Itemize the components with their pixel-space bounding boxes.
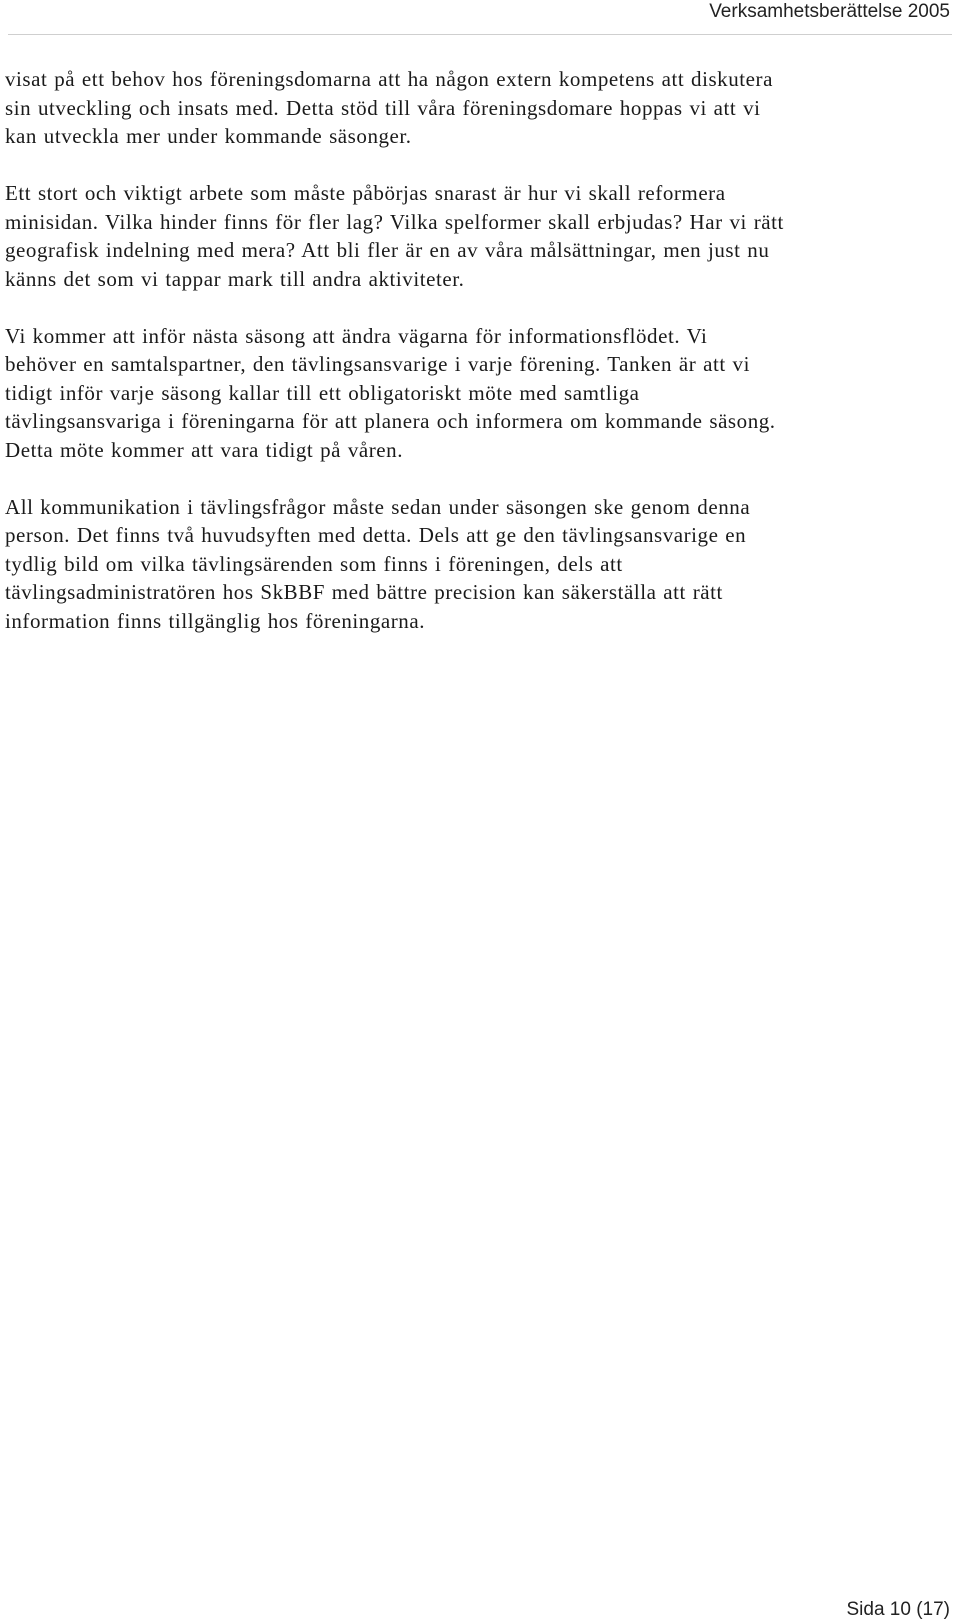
paragraph-line: Detta möte kommer att vara tidigt på våren.: [5, 437, 404, 462]
paragraph-line: visat på ett behov hos föreningsdomarna att ha någon extern kompetens att diskutera: [5, 67, 773, 91]
paragraph-line: minisidan. Vilka hinder finns för fler lag? Vilka spelformer skall erbjudas? Har vi rätt: [5, 209, 784, 234]
document-body: [5, 65, 955, 664]
paragraph-1: [5, 65, 955, 151]
paragraph-line: behöver en samtalspartner, den tävlingsansvarige i varje förening. Tanken är att vi: [5, 352, 750, 376]
document-header-title: Verksamhetsberättelse 2005: [709, 1, 950, 22]
page-number: Sida 10 (17): [846, 1599, 950, 1620]
paragraph-line: tävlingsadministratören hos SkBBF med bättre precision kan säkerställa att rätt: [5, 580, 723, 604]
paragraph-line: Ett stort och viktigt arbete som måste påbörjas snarast är hur vi skall reformera: [5, 181, 726, 205]
paragraph-line: information finns tillgänglig hos föreningarna.: [5, 608, 426, 633]
paragraph-line: Vi kommer att inför nästa säsong att ändra vägarna för informationsflödet. Vi: [5, 323, 708, 348]
paragraph-line: geografisk indelning med mera? Att bli fler är en av våra målsättningar, men just nu: [5, 238, 770, 262]
paragraph-4: [5, 493, 955, 636]
paragraph-line: tydlig bild om vilka tävlingsärenden som finns i föreningen, dels att: [5, 551, 623, 576]
header-divider: [8, 34, 952, 35]
paragraph-line: tidigt inför varje säsong kallar till ett obligatoriskt möte med samtliga: [5, 380, 640, 405]
paragraph-line: kan utveckla mer under kommande säsonger.: [5, 124, 412, 148]
paragraph-line: All kommunikation i tävlingsfrågor måste sedan under säsongen ske genom denna: [5, 494, 751, 519]
paragraph-line: sin utveckling och insats med. Detta stöd till våra föreningsdomare hoppas vi att vi: [5, 95, 761, 120]
paragraph-line: tävlingsansvariga i föreningarna för att planera och informera om kommande säsong.: [5, 409, 776, 433]
paragraph-line: person. Det finns två huvudsyften med detta. Dels att ge den tävlingsansvarige en: [5, 523, 747, 547]
paragraph-line: känns det som vi tappar mark till andra aktiviteter.: [5, 266, 465, 291]
paragraph-2: [5, 179, 955, 293]
paragraph-3: [5, 322, 955, 465]
